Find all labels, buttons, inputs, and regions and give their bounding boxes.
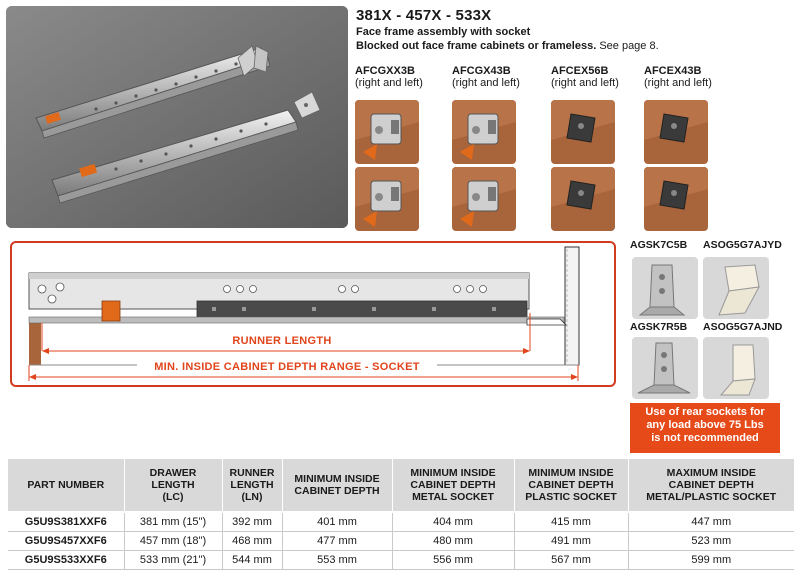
column-header-line: CABINET DEPTH (668, 479, 754, 491)
bracket-column (644, 65, 738, 89)
cabinet-depth-range-label: MIN. INSIDE CABINET DEPTH RANGE - SOCKET (137, 361, 437, 373)
socket-code: AGSK7C5B (630, 239, 688, 251)
part-number-cell: G5U9S533XXF6 (8, 551, 124, 570)
column-header (124, 459, 222, 512)
column-header-line: PLASTIC SOCKET (525, 491, 617, 503)
bracket-photo (551, 100, 615, 164)
column-header-line: LENGTH (151, 479, 195, 491)
specification-table (8, 459, 794, 570)
table-cell: 477 mm (282, 532, 392, 551)
table-cell: 447 mm (628, 512, 794, 532)
table-cell: 401 mm (282, 512, 392, 532)
part-number-cell: G5U9S381XXF6 (8, 512, 124, 532)
bracket-photo (644, 167, 708, 231)
column-header-line: CABINET DEPTH (410, 479, 496, 491)
column-header-line: DRAWER (149, 467, 197, 479)
bracket-note: (right and left) (355, 77, 423, 89)
plastic-socket-image (703, 257, 769, 319)
column-header-line: PART NUMBER (27, 479, 105, 491)
column-header-line: MINIMUM INSIDE (294, 473, 380, 485)
plastic-socket-image (703, 337, 769, 399)
table-cell: 468 mm (222, 532, 282, 551)
bracket-code: AFCGXX3B (355, 65, 415, 77)
column-header-line: (LN) (241, 491, 263, 503)
column-header (282, 459, 392, 512)
warning-line: Use of rear sockets for (645, 406, 765, 418)
column-header-line: METAL/PLASTIC SOCKET (646, 491, 777, 503)
description-bold: Blocked out face frame cabinets or frameless. (356, 40, 597, 52)
column-header-line: RUNNER (229, 467, 275, 479)
side-view-diagram (10, 241, 616, 387)
warning-box (630, 403, 780, 453)
column-header-line: METAL SOCKET (412, 491, 494, 503)
model-title: 381X - 457X - 533X (356, 7, 492, 24)
bracket-code: AFCEX43B (644, 65, 702, 77)
table-cell: 599 mm (628, 551, 794, 570)
table-cell: 491 mm (514, 532, 628, 551)
table-cell: 544 mm (222, 551, 282, 570)
subtitle: Face frame assembly with socket (356, 26, 531, 38)
table-row (8, 532, 794, 551)
column-header (392, 459, 514, 512)
bracket-code: AFCEX56B (551, 65, 609, 77)
column-header (8, 459, 124, 512)
part-number-cell: G5U9S457XXF6 (8, 532, 124, 551)
table-row (8, 551, 794, 570)
table-cell: 404 mm (392, 512, 514, 532)
table-row (8, 512, 794, 532)
table-cell: 533 mm (21") (124, 551, 222, 570)
warning-line: is not recommended (651, 432, 759, 444)
bracket-photo (452, 100, 516, 164)
table-cell: 381 mm (15") (124, 512, 222, 532)
socket-code: AGSK7R5B (630, 321, 688, 333)
bracket-column (355, 65, 449, 89)
column-header-line: CABINET DEPTH (528, 479, 614, 491)
bracket-note: (right and left) (551, 77, 619, 89)
column-header (222, 459, 282, 512)
table-header-row (8, 459, 794, 512)
socket-code: ASOG5G7AJYD (703, 239, 782, 251)
table-cell: 415 mm (514, 512, 628, 532)
bracket-column (551, 65, 645, 89)
column-header-line: MINIMUM INSIDE (528, 467, 614, 479)
bracket-photo (644, 100, 708, 164)
table-cell: 457 mm (18") (124, 532, 222, 551)
column-header-line: MAXIMUM INSIDE (666, 467, 756, 479)
table-cell: 480 mm (392, 532, 514, 551)
table-cell: 567 mm (514, 551, 628, 570)
column-header (514, 459, 628, 512)
bracket-column (452, 65, 546, 89)
column-header-line: (LC) (162, 491, 184, 503)
column-header-line: CABINET DEPTH (294, 485, 380, 497)
metal-socket-image (632, 257, 698, 319)
warning-line: any load above 75 Lbs (646, 419, 764, 431)
runner-length-label: RUNNER LENGTH (212, 335, 352, 347)
metal-socket-image (632, 337, 698, 399)
bracket-photo (355, 100, 419, 164)
bracket-photo (452, 167, 516, 231)
table-cell: 392 mm (222, 512, 282, 532)
product-photo (6, 6, 348, 228)
bracket-note: (right and left) (644, 77, 712, 89)
bracket-note: (right and left) (452, 77, 520, 89)
table-cell: 553 mm (282, 551, 392, 570)
table-cell: 556 mm (392, 551, 514, 570)
page-reference: See page 8. (596, 40, 659, 52)
column-header-line: LENGTH (230, 479, 274, 491)
socket-code: ASOG5G7AJND (703, 321, 783, 333)
column-header (628, 459, 794, 512)
column-header-line: MINIMUM INSIDE (410, 467, 496, 479)
table-cell: 523 mm (628, 532, 794, 551)
bracket-code: AFCGX43B (452, 65, 511, 77)
bracket-photo (551, 167, 615, 231)
description (356, 40, 659, 52)
bracket-photo (355, 167, 419, 231)
